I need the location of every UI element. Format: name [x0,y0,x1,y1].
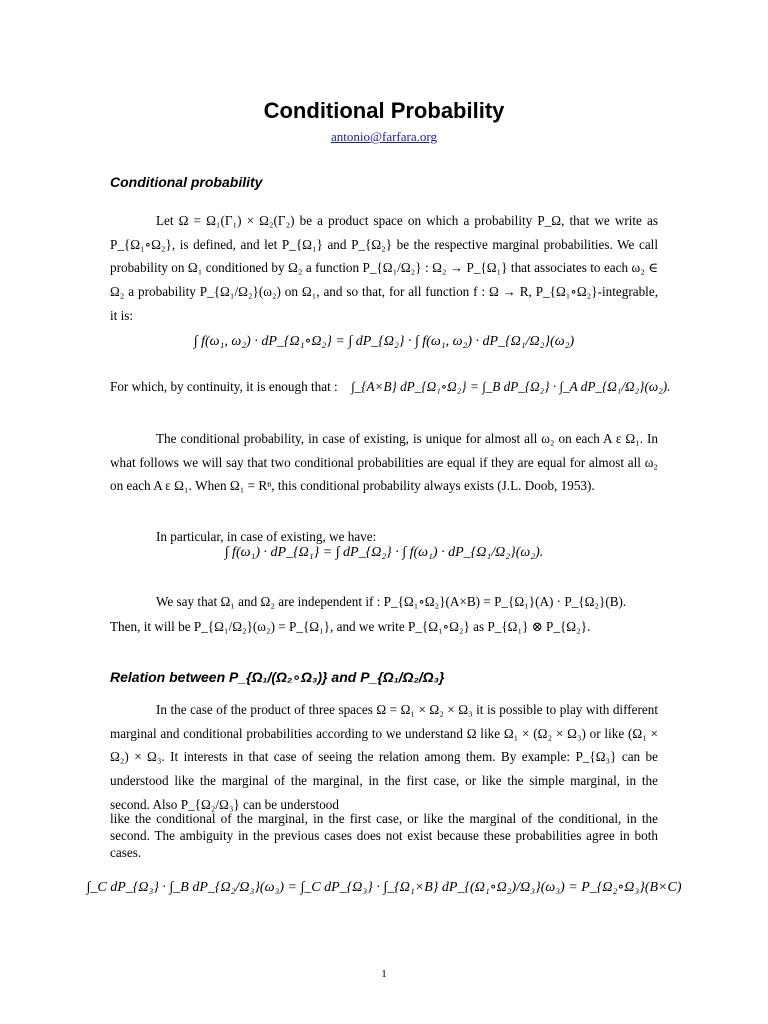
page-title: Conditional Probability [263,98,505,123]
paragraph-in-particular: In particular, in case of existing, we have: [156,529,377,544]
author-email [0,129,768,145]
formula-three-spaces: ∫_C dP_{Ω₃} · ∫_B dP_{Ω₂/Ω₃}(ω₃) = ∫_C dP_{Ω₃} · ∫_{Ω₁×B} dP_{(Ω₁∘Ω₂)/Ω₃}(ω₃) = P_{Ω₂∘Ω₃}(B×C) [86,880,682,895]
paragraph-agreement: like the conditional of the marginal, in the first case, or like the marginal of the conditional, in the second. The ambiguity in the previous cases does not exist because these probabilities agree in both cases. [110,811,658,861]
paragraph-product-notation: Then, it will be P_{Ω₁/Ω₂}(ω₂) = P_{Ω₁}, and we write P_{Ω₁∘Ω₂} as P_{Ω₁} ⊗ P_{Ω₂}. [110,619,591,634]
formula-marginal: ∫ f(ω₁) · dP_{Ω₁} = ∫ dP_{Ω₂} · ∫ f(ω₁) · dP_{Ω₁/Ω₂}(ω₂). [224,545,544,560]
paragraph-definition: Let Ω = Ω₁(Γ₁) × Ω₂(Γ₂) be a product space on which a probability P_Ω, that we write as P_{Ω₁∘Ω₂}, is defined, and let P_{Ω₁} and P_{Ω₂} be the respective marginal probabilities. We call probability on Ω₁ conditioned by Ω₂ a function P_{Ω₁/Ω₂} : Ω₂ → P_{Ω₁} that associates to each ω₂ ∈ Ω₂ a probability P_{Ω₁/Ω₂}(ω₂) on Ω₁, and so that, for all function f : Ω → R, P_{Ω₁∘Ω₂}-integrable, it is: [110,213,658,323]
section-heading-relation: Relation between P_{Ω₁/(Ω₂∘Ω₃)} and P_{Ω₁/Ω₂/Ω₃} [110,669,445,685]
paragraph-uniqueness: The conditional probability, in case of existing, is unique for almost all ω₂ on each A ε Ω₁. In what follows we will say that two conditional probabilities are equal if they are equal for almost all ω₂ on each A ε Ω₁. When Ω₁ = Rⁿ, this conditional probability always exists (J.L. Doob, 1953). [110,431,658,494]
paragraph-independence: We say that Ω₁ and Ω₂ are independent if : P_{Ω₁∘Ω₂}(A×B) = P_{Ω₁}(A) · P_{Ω₂}(B). [156,594,627,609]
continuity-text: For which, by continuity, it is enough that : [110,379,338,394]
email-link[interactable]: antonio@farfara.org [331,129,437,144]
paragraph-three-spaces: In the case of the product of three spaces Ω = Ω₁ × Ω₂ × Ω₃ it is possible to play with different marginal and conditional probabilities according to we understand Ω like Ω₁ × (Ω₂ × Ω₃) or like (Ω₁ × Ω₂) × Ω₃. It interests in that case of seeing the relation among them. By example: P_{Ω₃} can be understood like the marginal of the marginal, in the first case, or like the simple marginal, in the second. Also P_{Ω₂/Ω₃} can be understood [110,702,658,812]
page-number: 1 [381,968,387,980]
line-continuity [110,379,670,395]
formula-integral-conditional: ∫ f(ω₁, ω₂) · dP_{Ω₁∘Ω₂} = ∫ dP_{Ω₂} · ∫ f(ω₁, ω₂) · dP_{Ω₁/Ω₂}(ω₂) [193,334,575,349]
formula-continuity: ∫_{A×B} dP_{Ω₁∘Ω₂} = ∫_B dP_{Ω₂} · ∫_A dP_{Ω₁/Ω₂}(ω₂). [351,379,671,394]
section-heading-conditional-probability: Conditional probability [110,174,263,190]
